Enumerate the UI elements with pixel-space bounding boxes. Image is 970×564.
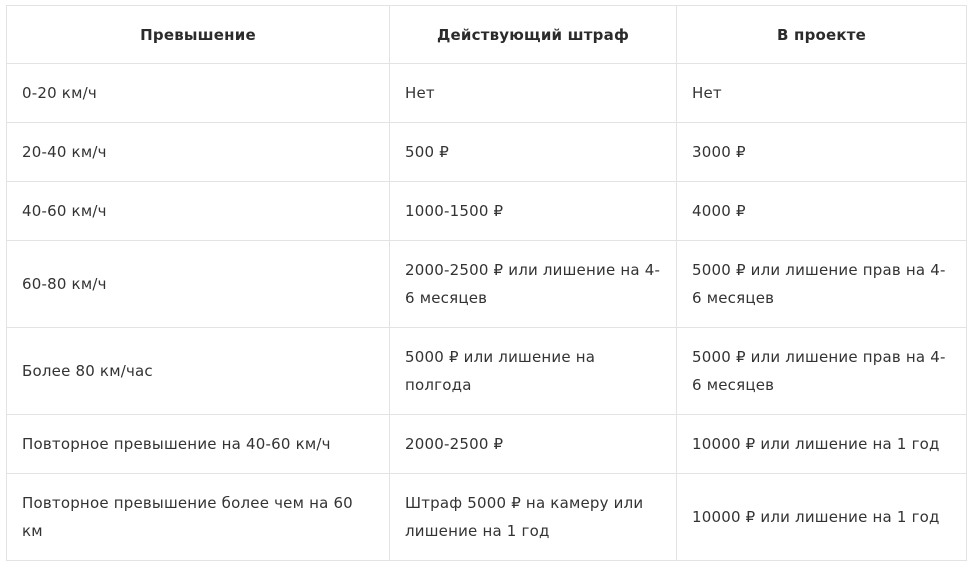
table-row: [7, 474, 967, 561]
header-proposed-fine: В проекте: [677, 6, 967, 64]
current-fine-cell: Нет: [390, 64, 677, 123]
header-current-fine: Действующий штраф: [390, 6, 677, 64]
current-fine-cell: Штраф 5000 ₽ на камеру или лишение на 1 год: [390, 474, 677, 561]
speeding-cell: 20-40 км/ч: [7, 123, 390, 182]
table-row: [7, 64, 967, 123]
table-row: [7, 328, 967, 415]
speeding-cell: Повторное превышение на 40-60 км/ч: [7, 415, 390, 474]
fines-table: [6, 5, 967, 561]
current-fine-cell: 1000-1500 ₽: [390, 182, 677, 241]
speeding-cell: Повторное превышение более чем на 60 км: [7, 474, 390, 561]
speeding-cell: 40-60 км/ч: [7, 182, 390, 241]
table-header-row: [7, 6, 967, 64]
current-fine-cell: 500 ₽: [390, 123, 677, 182]
proposed-fine-cell: 10000 ₽ или лишение на 1 год: [677, 474, 967, 561]
table-row: [7, 123, 967, 182]
current-fine-cell: 2000-2500 ₽: [390, 415, 677, 474]
proposed-fine-cell: Нет: [677, 64, 967, 123]
speeding-cell: 0-20 км/ч: [7, 64, 390, 123]
table-row: [7, 241, 967, 328]
proposed-fine-cell: 4000 ₽: [677, 182, 967, 241]
proposed-fine-cell: 5000 ₽ или лишение прав на 4-6 месяцев: [677, 241, 967, 328]
table-row: [7, 415, 967, 474]
speeding-cell: 60-80 км/ч: [7, 241, 390, 328]
proposed-fine-cell: 3000 ₽: [677, 123, 967, 182]
speeding-cell: Более 80 км/час: [7, 328, 390, 415]
proposed-fine-cell: 5000 ₽ или лишение прав на 4-6 месяцев: [677, 328, 967, 415]
current-fine-cell: 5000 ₽ или лишение на полгода: [390, 328, 677, 415]
table-row: [7, 182, 967, 241]
proposed-fine-cell: 10000 ₽ или лишение на 1 год: [677, 415, 967, 474]
header-speeding: Превышение: [7, 6, 390, 64]
current-fine-cell: 2000-2500 ₽ или лишение на 4-6 месяцев: [390, 241, 677, 328]
